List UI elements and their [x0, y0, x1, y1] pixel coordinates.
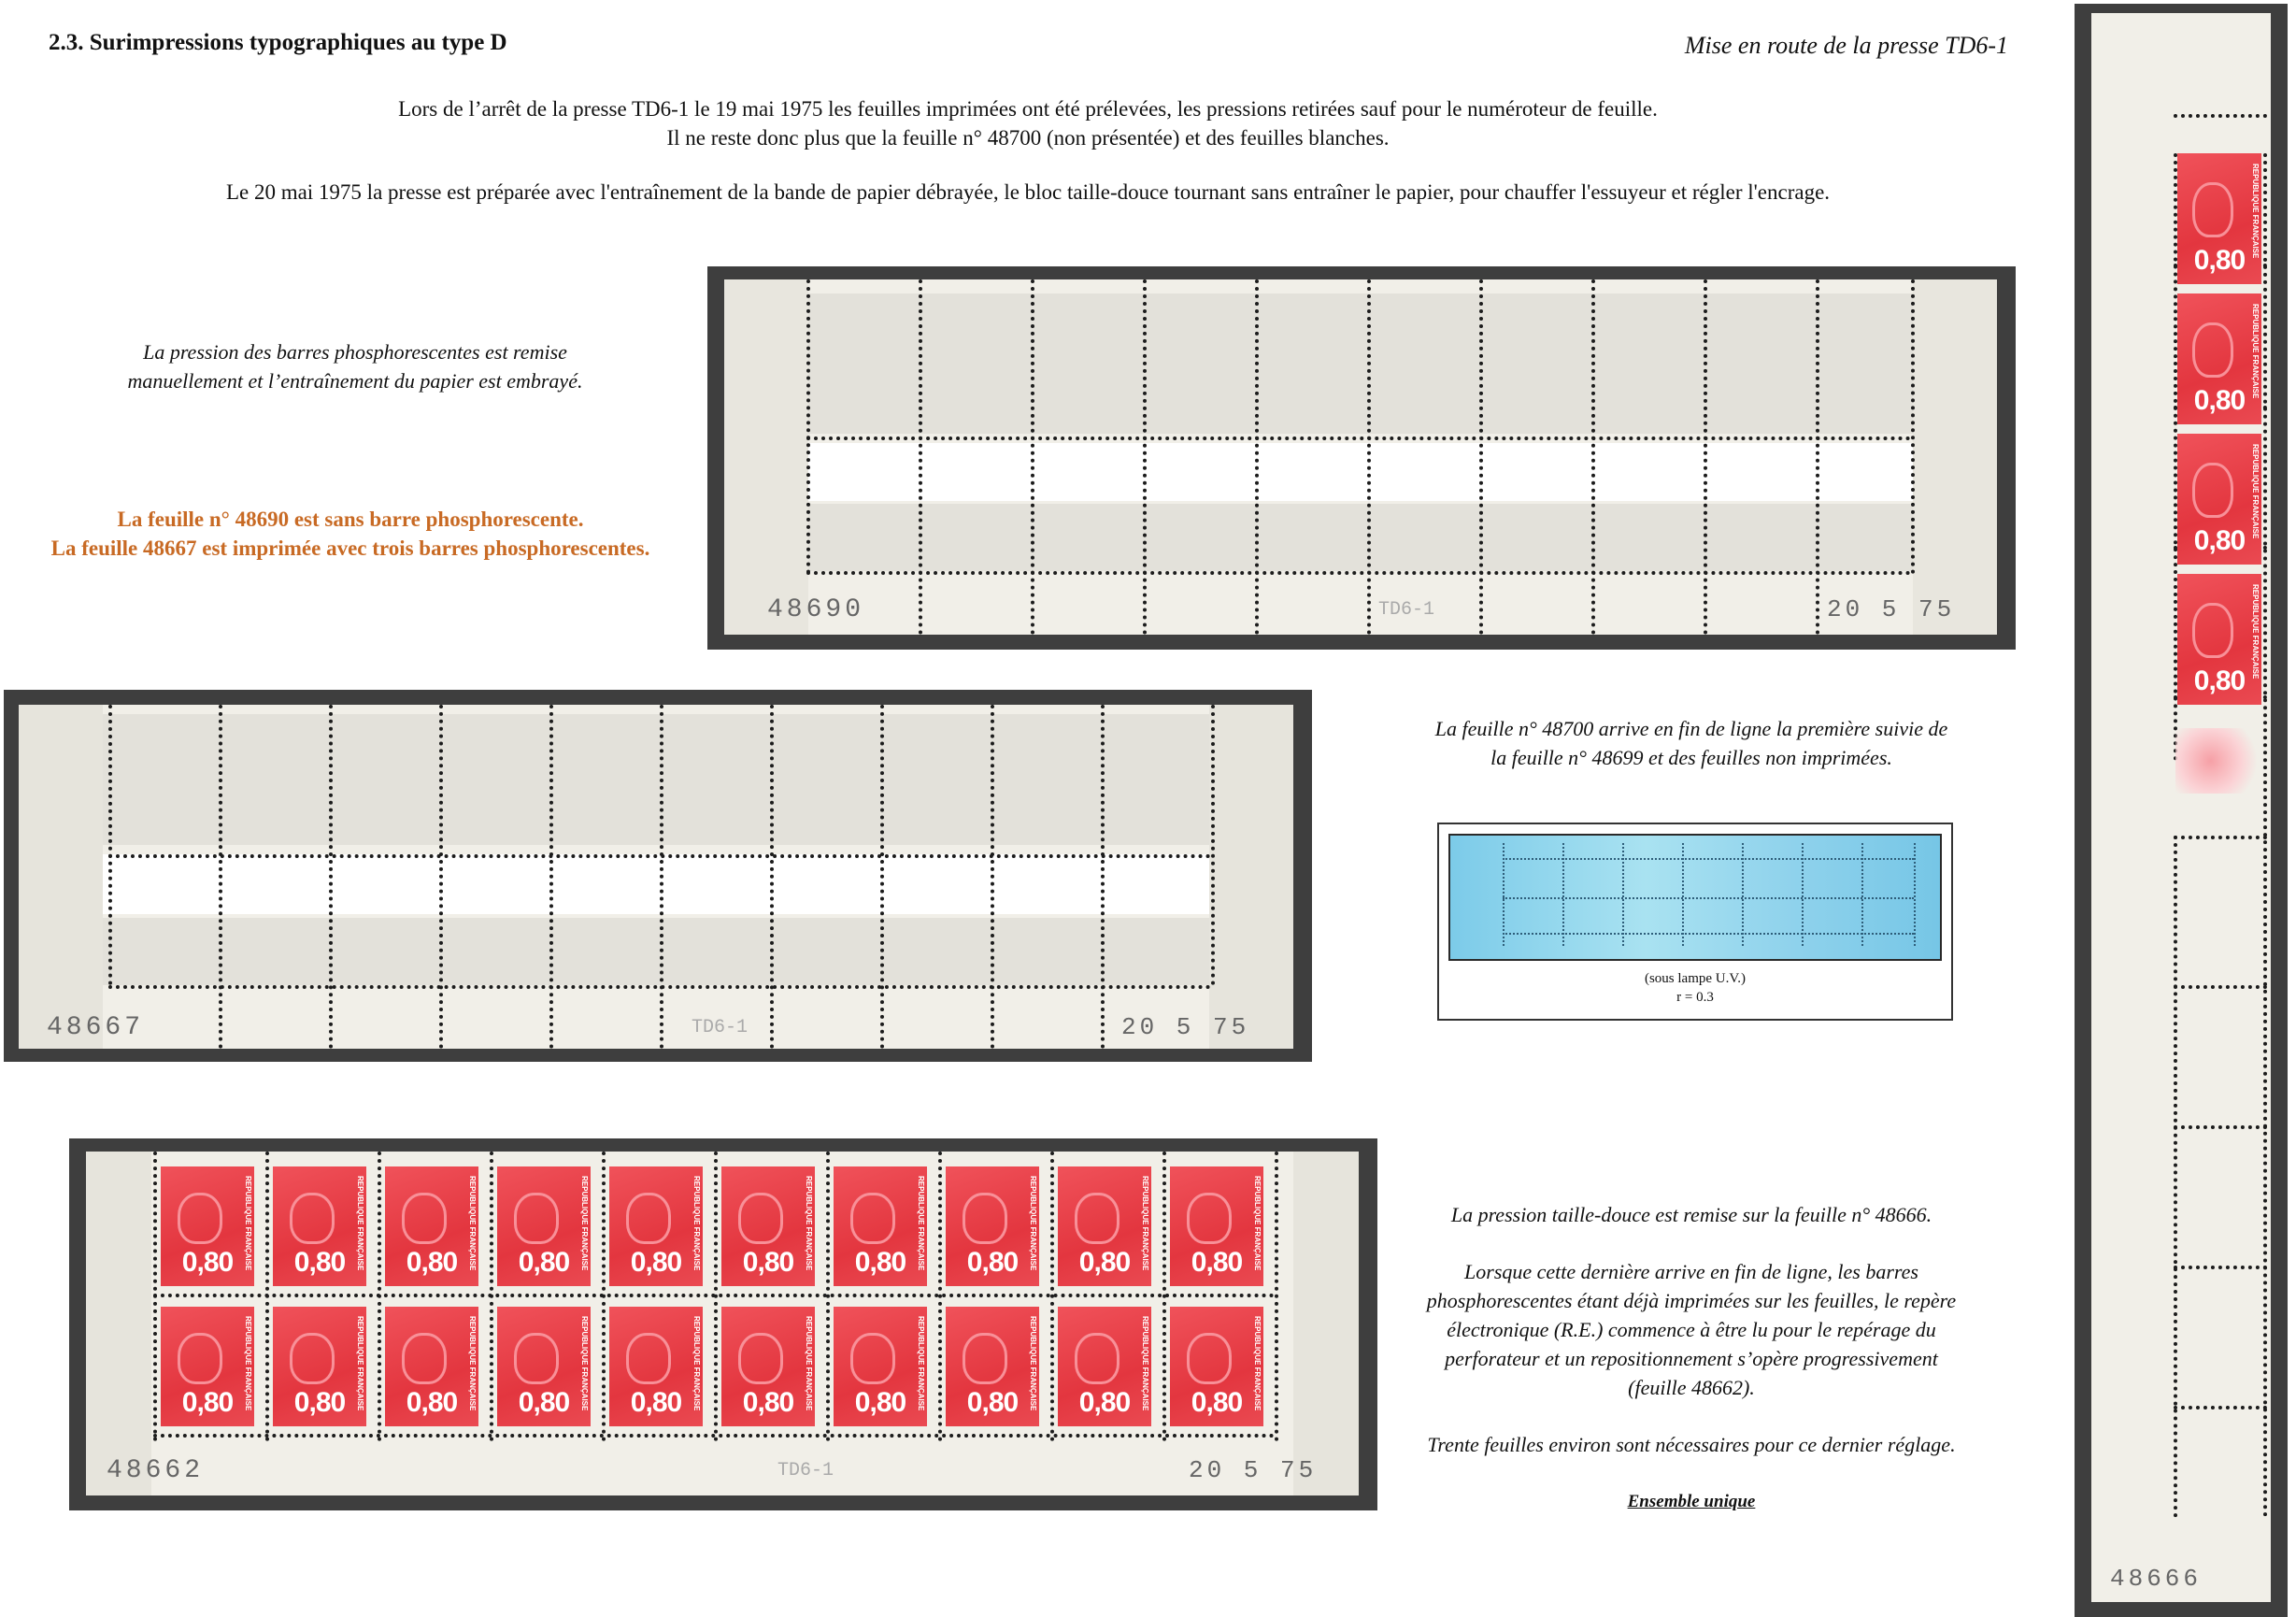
stamp — [834, 1166, 927, 1286]
stamp — [273, 1307, 366, 1426]
stamp — [1058, 1307, 1151, 1426]
marianne-head — [738, 1193, 783, 1244]
marianne-head — [402, 1193, 447, 1244]
stamp-country: REPUBLIQUE FRANÇAISE — [917, 1176, 925, 1271]
stamp — [1058, 1166, 1151, 1286]
stamp — [2177, 293, 2261, 424]
sheet-number: 48667 — [47, 1013, 145, 1042]
stamp — [161, 1307, 254, 1426]
sheet-number: 48666 — [2110, 1565, 2203, 1593]
stamp — [161, 1166, 254, 1286]
orange-note: La feuille n° 48690 est sans barre phosphorescente. La feuille 48667 est imprimée avec trois barres phosphorescentes. — [50, 508, 650, 560]
stamp — [834, 1307, 927, 1426]
stamp-country: REPUBLIQUE FRANÇAISE — [1029, 1176, 1037, 1271]
marianne-head — [1075, 1333, 1119, 1384]
marianne-head — [738, 1333, 783, 1384]
stamp — [1170, 1307, 1263, 1426]
marianne-head — [178, 1333, 222, 1384]
stamp-value: 0,80 — [854, 1247, 906, 1279]
stamp-value: 0,80 — [854, 1387, 906, 1419]
press-mark: TD6-1 — [692, 1017, 749, 1038]
sheet-date: 20 5 75 — [1121, 1013, 1250, 1041]
intro-line-1: Lors de l’arrêt de la presse TD6-1 le 19 mai 1975 les feuilles imprimées ont été prélevées, les pressions retirées sauf pour le numéroteur de feuille. — [398, 97, 1658, 121]
sheet-48667 — [4, 690, 1312, 1062]
marianne-head — [626, 1333, 671, 1384]
stamp — [721, 1307, 815, 1426]
stamp-country: REPUBLIQUE FRANÇAISE — [356, 1316, 364, 1411]
uv-photo-box — [1437, 823, 1953, 1021]
sheet-date: 20 5 75 — [1189, 1456, 1318, 1484]
marianne-head — [2192, 182, 2233, 237]
stamp — [385, 1166, 478, 1286]
stamp-country: REPUBLIQUE FRANÇAISE — [1029, 1316, 1037, 1411]
stamp — [273, 1166, 366, 1286]
marianne-head — [2192, 322, 2233, 378]
marianne-head — [402, 1333, 447, 1384]
stamp-country: REPUBLIQUE FRANÇAISE — [692, 1316, 701, 1411]
stamp-value: 0,80 — [518, 1247, 570, 1279]
stamp-value: 0,80 — [630, 1387, 682, 1419]
marianne-head — [963, 1193, 1007, 1244]
uv-photo — [1448, 834, 1942, 961]
stamp-value: 0,80 — [2193, 244, 2246, 276]
press-mark: TD6-1 — [1378, 599, 1435, 621]
stamp-value: 0,80 — [2193, 384, 2246, 416]
intro-line-2: Il ne reste donc plus que la feuille n° 48700 (non présentée) et des feuilles blanches. — [666, 126, 1390, 150]
marianne-head — [626, 1193, 671, 1244]
stamp-country: REPUBLIQUE FRANÇAISE — [917, 1316, 925, 1411]
stamp — [2177, 574, 2261, 705]
unique-set-label: Ensemble unique — [1627, 1492, 1756, 1511]
stamp — [609, 1166, 703, 1286]
press-mark: TD6-1 — [777, 1460, 834, 1481]
stamp-value: 0,80 — [181, 1387, 234, 1419]
marianne-head — [290, 1193, 335, 1244]
stamp — [946, 1307, 1039, 1426]
sheet-date: 20 5 75 — [1827, 595, 1956, 623]
marianne-head — [963, 1333, 1007, 1384]
stamp-country: REPUBLIQUE FRANÇAISE — [356, 1176, 364, 1271]
stamp-value: 0,80 — [2193, 524, 2246, 556]
stamp — [497, 1307, 591, 1426]
marianne-head — [850, 1193, 895, 1244]
marianne-head — [1075, 1193, 1119, 1244]
stamp-value: 0,80 — [966, 1247, 1019, 1279]
stamp-country: REPUBLIQUE FRANÇAISE — [805, 1176, 813, 1271]
intro-line-3: Le 20 mai 1975 la presse est préparée avec l'entraînement de la bande de papier débrayée, le bloc taille-douce tournant sans entraîner le papier, pour chauffer l'essuyeur et régler l'encrage. — [225, 180, 1831, 204]
stamp-value: 0,80 — [1078, 1247, 1131, 1279]
stamp-country: REPUBLIQUE FRANÇAISE — [2251, 304, 2260, 399]
stamp-country: REPUBLIQUE FRANÇAISE — [805, 1316, 813, 1411]
stamp-country: REPUBLIQUE FRANÇAISE — [1253, 1176, 1262, 1271]
sheet-48690 — [707, 266, 2016, 650]
uv-caption: (sous lampe U.V.) — [1644, 971, 1747, 986]
stamp-country: REPUBLIQUE FRANÇAISE — [468, 1176, 477, 1271]
marianne-head — [2192, 603, 2233, 658]
note-48700: La feuille n° 48700 arrive en fin de ligne la première suivie de la feuille n° 48699 et des feuilles non imprimées. — [1434, 717, 1948, 769]
stamp-value: 0,80 — [406, 1247, 458, 1279]
stamp-value: 0,80 — [742, 1247, 794, 1279]
stamp-country: REPUBLIQUE FRANÇAISE — [580, 1316, 589, 1411]
stamp-country: REPUBLIQUE FRANÇAISE — [244, 1176, 252, 1271]
stamp-country: REPUBLIQUE FRANÇAISE — [2251, 584, 2260, 680]
stamp-country: REPUBLIQUE FRANÇAISE — [2251, 444, 2260, 539]
stamp — [1170, 1166, 1263, 1286]
sheet-number: 48662 — [107, 1456, 205, 1485]
stamp-value: 0,80 — [181, 1247, 234, 1279]
sheet-48666 — [2075, 4, 2288, 1617]
stamp-country: REPUBLIQUE FRANÇAISE — [2251, 164, 2260, 259]
stamp-value: 0,80 — [1191, 1247, 1243, 1279]
sheet-number: 48690 — [767, 595, 865, 624]
stamp-country: REPUBLIQUE FRANÇAISE — [1253, 1316, 1262, 1411]
marianne-head — [850, 1333, 895, 1384]
marianne-head — [290, 1333, 335, 1384]
stamp-country: REPUBLIQUE FRANÇAISE — [580, 1176, 589, 1271]
uv-ratio: r = 0.3 — [1676, 990, 1714, 1005]
stamp-value: 0,80 — [406, 1387, 458, 1419]
stamp-value: 0,80 — [1078, 1387, 1131, 1419]
stamp-country: REPUBLIQUE FRANÇAISE — [692, 1176, 701, 1271]
stamp-country: REPUBLIQUE FRANÇAISE — [1141, 1176, 1149, 1271]
stamp — [2177, 434, 2261, 565]
marianne-head — [1187, 1193, 1232, 1244]
stamp-value: 0,80 — [2193, 665, 2246, 696]
marianne-head — [514, 1193, 559, 1244]
marianne-head — [178, 1193, 222, 1244]
stamp-value: 0,80 — [293, 1387, 346, 1419]
stamp — [385, 1307, 478, 1426]
page-subtitle: Mise en route de la presse TD6-1 — [1684, 32, 2008, 59]
stamp-value: 0,80 — [966, 1387, 1019, 1419]
stamp-country: REPUBLIQUE FRANÇAISE — [468, 1316, 477, 1411]
stamp-value: 0,80 — [1191, 1387, 1243, 1419]
marianne-head — [514, 1333, 559, 1384]
stamp-country: REPUBLIQUE FRANÇAISE — [1141, 1316, 1149, 1411]
marianne-head — [1187, 1333, 1232, 1384]
section-heading: 2.3. Surimpressions typographiques au type D — [49, 30, 507, 55]
stamp — [2177, 153, 2261, 284]
pressure-note: La pression des barres phosphorescentes est remise manuellement et l’entraînement du papier est embrayé. — [127, 340, 583, 393]
sheet-48662 — [69, 1138, 1377, 1510]
stamp — [946, 1166, 1039, 1286]
stamp-value: 0,80 — [518, 1387, 570, 1419]
stamp — [497, 1166, 591, 1286]
stamp — [609, 1307, 703, 1426]
stamp — [721, 1166, 815, 1286]
stamp-country: REPUBLIQUE FRANÇAISE — [244, 1316, 252, 1411]
marianne-head — [2192, 463, 2233, 518]
stamp-value: 0,80 — [293, 1247, 346, 1279]
stamp-value: 0,80 — [630, 1247, 682, 1279]
stamp-value: 0,80 — [742, 1387, 794, 1419]
note-taille-douce: La pression taille-douce est remise sur la feuille n° 48666. Lorsque cette dernière arrive en fin de ligne, les barres phosphorescentes étant déjà imprimées sur les feuilles, le repère électronique (R.E.) commence à être lu pour le repérage du perforateur et un repositionnement s’opère progressivement (feuille 48662). Trente feuilles environ sont nécessaires pour ce dernier réglage. Ensemble unique — [1383, 1200, 2000, 1516]
